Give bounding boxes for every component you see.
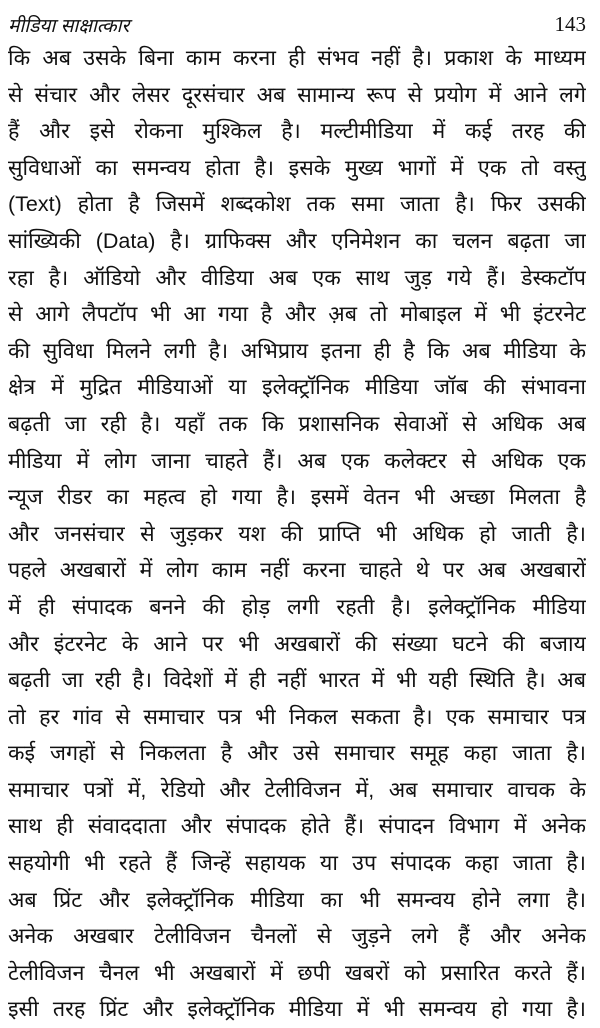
text-line: से संचार और लेसर दूरसंचार अब सामान्य रूप से प्रयोग में आने लगे: [8, 82, 586, 107]
body-paragraph: [8, 40, 586, 1028]
running-title: मीडिया साक्षात्कार: [8, 16, 130, 37]
text-line: हैं और इसे रोकना मुश्किल है। मल्टीमीडिया में कई तरह की: [8, 119, 586, 144]
text-line: क्षेत्र में मुद्रित मीडियाओं या इलेक्ट्रॉनिक मीडिया जॉब की संभावना: [8, 375, 586, 400]
text-line: और जनसंचार से जुड़कर यश की प्राप्ति भी अधिक हो जाती है।: [8, 521, 586, 546]
text-line: टेलीविजन चैनल भी अखबारों में छपी खबरों को प्रसारित करते हैं।: [8, 960, 586, 985]
text-line: सुविधाओं का समन्वय होता है। इसके मुख्य भागों में एक तो वस्तु: [8, 155, 586, 180]
text-line: सहयोगी भी रहते हैं जिन्हें सहायक या उप संपादक कहा जाता है।: [8, 851, 586, 876]
text-line: से आगे लैपटॉप भी आ गया है और अ़ब तो मोबाइल में भी इंटरनेट: [8, 302, 586, 327]
text-line: मीडिया में लोग जाना चाहते हैं। अब एक कलेक्टर से अधिक एक: [8, 448, 586, 473]
text-line: अनेक अखबार टेलीविजन चैनलों से जुड़ने लगे हैं और अनेक: [8, 924, 586, 949]
text-line: बढ़ती जा रही है। विदेशों में ही नहीं भारत में भी यही स्थिति है। अब: [8, 668, 586, 693]
text-line: सांख्यिकी (Data) है। ग्राफिक्स और एनिमेशन का चलन बढ़ता जा: [8, 228, 586, 253]
text-line: कि अब उसके बिना काम करना ही संभव नहीं है। प्रकाश के माध्यम: [8, 46, 586, 70]
text-line: और इंटरनेट के आने पर भी अखबारों की संख्या घटने की बजाय: [8, 631, 586, 656]
text-line: की सुविधा मिलने लगी है। अभिप्राय इतना ही है कि अब मीडिया के: [8, 338, 586, 363]
text-line: समाचार पत्रों में, रेडियो और टेलीविजन में, अब समाचार वाचक के: [8, 777, 586, 802]
page-number: 143: [554, 12, 586, 36]
text-line: इसी तरह प्रिंट और इलेक्ट्रॉनिक मीडिया में भी समन्वय हो गया है।: [8, 997, 586, 1022]
text-line: में ही संपादक बनने की होड़ लगी रहती है। इलेक्ट्रॉनिक मीडिया: [8, 594, 586, 619]
text-line: कई जगहों से निकलता है और उसे समाचार समूह कहा जाता है।: [8, 741, 586, 766]
text-line: तो हर गांव से समाचार पत्र भी निकल सकता है। एक समाचार पत्र: [8, 704, 586, 729]
text-line: रहा है। ऑडियो और वीडिया अब एक साथ जुड़ गये हैं। डेस्कटॉप: [8, 265, 586, 290]
text-line: बढ़ती जा रही है। यहाँ तक कि प्रशासनिक सेवाओं से अधिक अब: [8, 411, 586, 436]
text-line: पहले अखबारों में लोग काम नहीं करना चाहते थे पर अब अखबारों: [8, 558, 586, 583]
text-line: साथ ही संवाददाता और संपादक होते हैं। संपादन विभाग में अनेक: [8, 814, 586, 839]
text-line: अब प्रिंट और इलेक्ट्रॉनिक मीडिया का भी समन्वय होने लगा है।: [8, 887, 586, 912]
page-header: [8, 10, 586, 40]
text-line: (Text) होता है जिसमें शब्दकोश तक समा जाता है। फिर उसकी: [8, 192, 586, 217]
text-line: न्यूज रीडर का महत्व हो गया है। इसमें वेतन भी अच्छा मिलता है: [8, 485, 586, 510]
